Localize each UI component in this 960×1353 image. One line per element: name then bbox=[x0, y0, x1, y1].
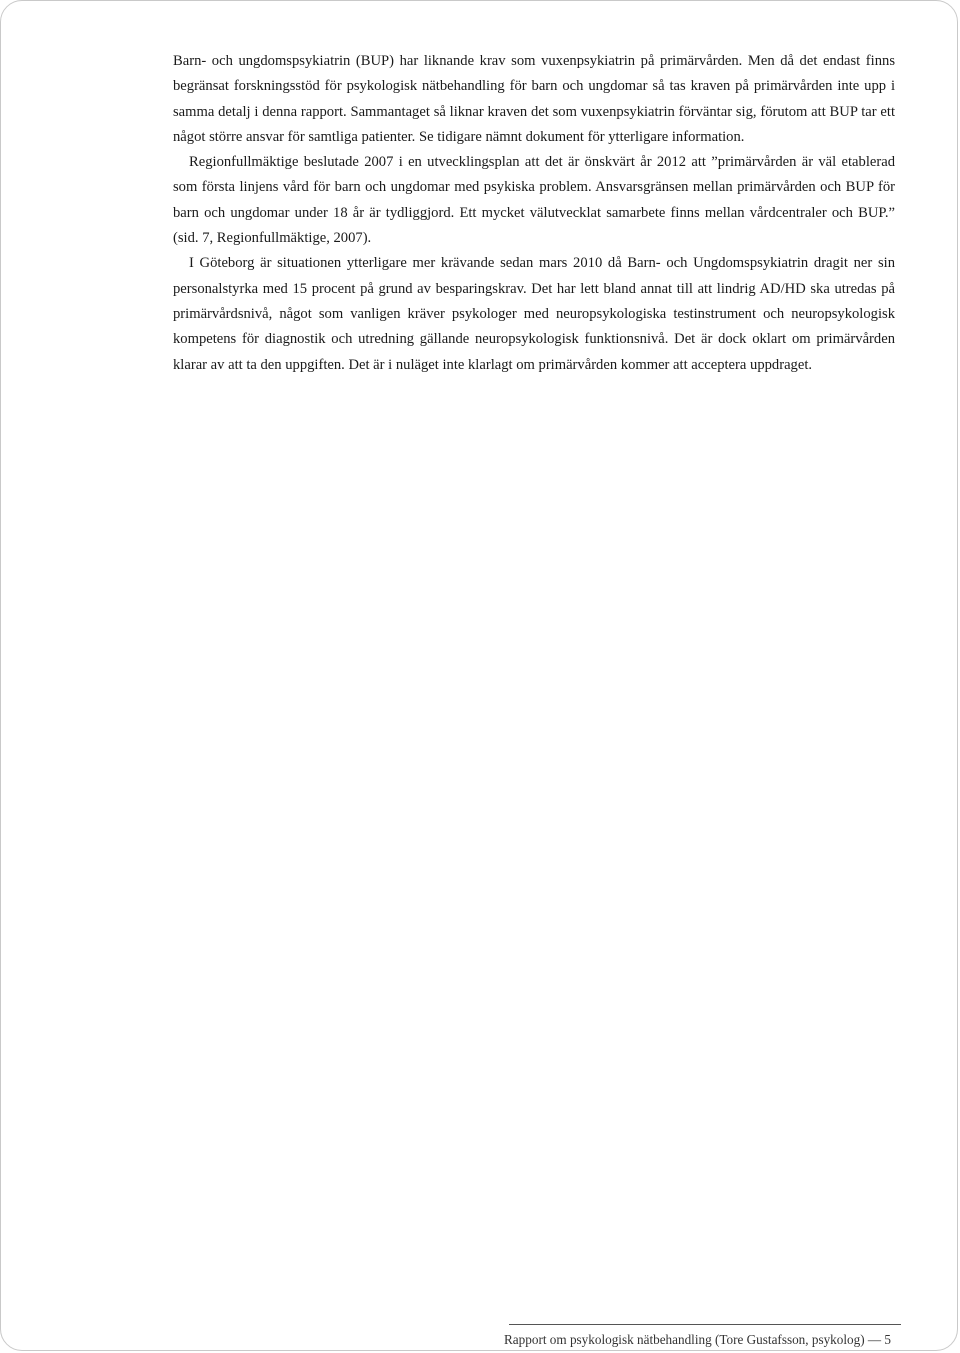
page-number: 5 bbox=[884, 1332, 891, 1347]
paragraph-bup-requirements: Barn- och ungdomspsykiatrin (BUP) har liknande krav som vuxenpsykiatrin på primärvården. Men då det endast finns begränsat forskningsstöd för psykologisk nätbehandling för barn och ungdomar så tas kraven på primärvården inte upp i samma detalj i denna rapport. Sammantaget så liknar kraven det som vuxenpsykiatrin förväntar sig, förutom att BUP tar ett något större ansvar för samtliga patienter. Se tidigare nämnt dokument för ytterligare information. bbox=[173, 53, 895, 145]
page-footer bbox=[504, 1331, 891, 1349]
paragraph-regionfullmaktige: Regionfullmäktige beslutade 2007 i en utvecklingsplan att det är önskvärt år 2012 att ”primärvården är väl etablerad som första linjens vård för barn och ungdomar med psykiska problem. Ansvarsgränsen mellan primärvården och BUP för barn och ungdomar under 18 år är tydliggjord. Ett mycket välutvecklat samarbete finns mellan vårdcentraler och BUP.” (sid. 7, Regionfullmäktige, 2007). bbox=[173, 154, 895, 247]
paragraph-goteborg: I Göteborg är situationen ytterligare mer krävande sedan mars 2010 då Barn- och Ungdomspsykiatrin dragit ner sin personalstyrka med 15 procent på grund av besparingskrav. Det har lett bland annat till att lindrig AD/HD ska utredas på primärvårdsnivå, något som vanligen kräver psykologer med neuropsykologiska testinstrument och neuropsykologisk kompetens för diagnostik och utredning gällande neuropsykologisk funktionsnivå. Det är dock oklart om primärvården klarar av att ta den uppgiften. Det är i nuläget inte klarlagt om primärvården kommer att acceptera uppdraget. bbox=[173, 255, 895, 373]
footer-rule bbox=[509, 1324, 901, 1325]
footer-separator: — bbox=[867, 1332, 882, 1347]
footer-title: Rapport om psykologisk nätbehandling (Tore Gustafsson, psykolog) bbox=[504, 1332, 865, 1347]
body-text bbox=[173, 49, 895, 378]
